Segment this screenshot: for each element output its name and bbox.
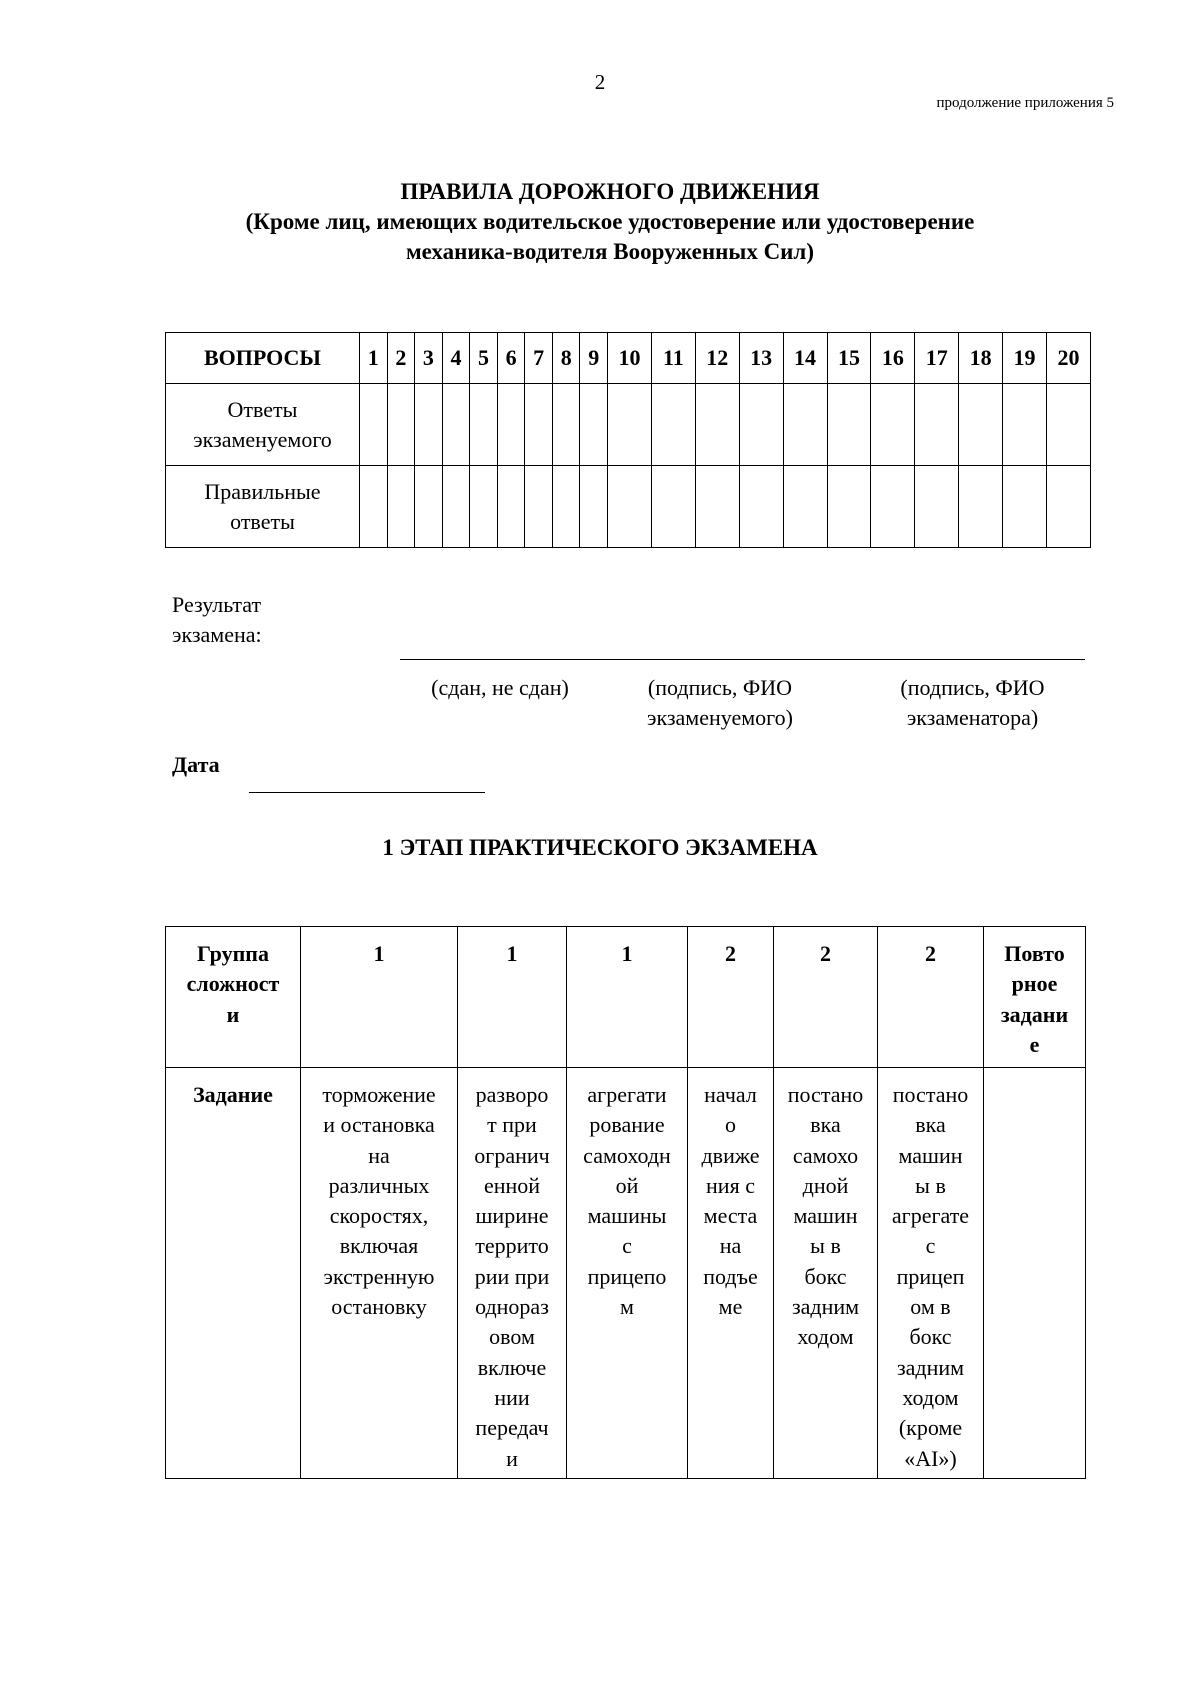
task-line: бокс xyxy=(909,1324,952,1350)
date-label: Дата xyxy=(172,752,220,777)
caption-line: (сдан, не сдан) xyxy=(431,675,569,700)
appendix-note: продолжение приложения 5 xyxy=(936,95,1114,111)
task-line: вка xyxy=(810,1112,841,1138)
repeat-task-cell[interactable] xyxy=(984,1068,1086,1479)
answer-cell[interactable] xyxy=(739,466,783,548)
caption-line: экзаменатора) xyxy=(906,705,1039,730)
group-cell: 1 xyxy=(301,927,458,1068)
group-cell: 2 xyxy=(774,927,878,1068)
task-line: ширине xyxy=(475,1203,549,1229)
task-line: самохо xyxy=(792,1142,859,1168)
group-cell: 1 xyxy=(567,927,688,1068)
label-line: е xyxy=(1029,1031,1040,1057)
group-row xyxy=(166,927,1086,1068)
task-line: с xyxy=(622,1233,632,1259)
task-line: агрегати xyxy=(587,1082,667,1107)
question-number: 12 xyxy=(695,333,739,384)
question-number: 10 xyxy=(608,333,652,384)
answer-cell[interactable] xyxy=(497,466,525,548)
question-number: 13 xyxy=(739,333,783,384)
answer-cell[interactable] xyxy=(827,384,871,466)
caption-line: экзаменуемого) xyxy=(647,705,793,730)
question-number: 9 xyxy=(580,333,608,384)
answer-cell[interactable] xyxy=(497,384,525,466)
label-line: сложност xyxy=(186,971,280,997)
task-line: ходом xyxy=(797,1324,854,1350)
task-line: самоходн xyxy=(583,1142,671,1168)
page-number: 2 xyxy=(594,70,606,94)
task-line: вка xyxy=(915,1112,946,1138)
result-label-line: Результат xyxy=(172,592,262,617)
task-line: ом в xyxy=(910,1294,951,1320)
task-line: экстренную xyxy=(323,1263,435,1289)
questions-table xyxy=(165,332,1091,548)
task-line: подъе xyxy=(703,1263,758,1289)
group-cell: 2 xyxy=(878,927,984,1068)
row-label-line: Правильные xyxy=(204,478,321,504)
answer-cell[interactable] xyxy=(387,384,415,466)
answer-cell[interactable] xyxy=(525,466,553,548)
answer-cell[interactable] xyxy=(915,466,959,548)
examinee-answers-label xyxy=(166,384,360,466)
task-line: ы в xyxy=(810,1233,841,1259)
exam-table xyxy=(165,926,1086,1479)
task-line: рование xyxy=(589,1112,665,1138)
task-line: однораз xyxy=(475,1294,549,1320)
task-line: машин xyxy=(793,1203,858,1229)
answer-cell[interactable] xyxy=(651,384,695,466)
task-line: м xyxy=(620,1294,634,1320)
question-number: 8 xyxy=(552,333,580,384)
label-line: и xyxy=(226,1001,240,1027)
answer-cell[interactable] xyxy=(959,466,1003,548)
task-cell xyxy=(458,1068,567,1479)
result-signature-line[interactable] xyxy=(400,659,1085,660)
question-number: 1 xyxy=(359,333,387,384)
label-line: рное xyxy=(1011,971,1058,997)
task-line: (кроме xyxy=(898,1415,963,1441)
task-line: енной xyxy=(483,1172,541,1198)
title-line-3: механика-водителя Вооруженных Сил) xyxy=(405,239,814,264)
task-line: машин xyxy=(898,1142,963,1168)
answer-cell[interactable] xyxy=(470,384,498,466)
answer-cell[interactable] xyxy=(552,466,580,548)
answer-cell[interactable] xyxy=(415,384,443,466)
task-line: «AI») xyxy=(904,1445,957,1471)
question-number: 14 xyxy=(783,333,827,384)
task-line: торможение xyxy=(322,1082,436,1107)
result-label xyxy=(172,590,262,650)
question-number: 7 xyxy=(525,333,553,384)
task-cell xyxy=(688,1068,774,1479)
task-line: задним xyxy=(896,1354,965,1380)
question-number: 16 xyxy=(871,333,915,384)
question-number: 6 xyxy=(497,333,525,384)
answer-cell[interactable] xyxy=(783,466,827,548)
task-line: постано xyxy=(892,1082,969,1107)
answer-cell[interactable] xyxy=(871,466,915,548)
question-number: 3 xyxy=(415,333,443,384)
task-line: т при xyxy=(487,1112,537,1138)
question-number: 17 xyxy=(915,333,959,384)
task-line: и остановка xyxy=(323,1112,435,1138)
task-line: ме xyxy=(718,1294,743,1320)
label-line: задани xyxy=(1000,1001,1069,1027)
task-line: задним xyxy=(791,1294,860,1320)
result-label-line: экзамена: xyxy=(172,622,262,647)
answer-cell[interactable] xyxy=(739,384,783,466)
answer-cell[interactable] xyxy=(580,384,608,466)
questions-header-row xyxy=(166,333,1091,384)
answer-cell[interactable] xyxy=(442,466,470,548)
caption-line: (подпись, ФИО xyxy=(647,675,793,700)
answer-cell[interactable] xyxy=(359,466,387,548)
task-line: прицеп xyxy=(896,1263,965,1289)
task-line: различных xyxy=(328,1172,430,1198)
task-line: остановку xyxy=(331,1294,427,1320)
group-label xyxy=(166,927,301,1068)
caption-examiner xyxy=(860,673,1085,733)
questions-header-label: ВОПРОСЫ xyxy=(166,333,360,384)
task-line: машины xyxy=(587,1203,667,1229)
answer-cell[interactable] xyxy=(959,384,1003,466)
answer-cell[interactable] xyxy=(1003,466,1047,548)
answer-cell[interactable] xyxy=(783,384,827,466)
answer-cell[interactable] xyxy=(651,466,695,548)
examinee-answers-row xyxy=(166,384,1091,466)
answer-cell[interactable] xyxy=(1046,384,1090,466)
row-label-line: экзаменуемого xyxy=(193,426,332,452)
caption-examinee xyxy=(610,673,830,733)
date-input-line[interactable] xyxy=(249,792,485,793)
task-line: прицепо xyxy=(587,1263,667,1289)
task-line: ы в xyxy=(915,1172,946,1198)
answer-cell[interactable] xyxy=(552,384,580,466)
task-line: постано xyxy=(787,1082,864,1107)
task-line: начал xyxy=(704,1082,757,1107)
task-line: о xyxy=(725,1112,736,1138)
answer-cell[interactable] xyxy=(525,384,553,466)
task-line: движе xyxy=(701,1142,760,1168)
task-row xyxy=(166,1068,1086,1479)
document-title xyxy=(150,177,1070,267)
answer-cell[interactable] xyxy=(871,384,915,466)
group-cell: 2 xyxy=(688,927,774,1068)
question-number: 18 xyxy=(959,333,1003,384)
group-cell: 1 xyxy=(458,927,567,1068)
question-number: 2 xyxy=(387,333,415,384)
task-line: места xyxy=(703,1203,758,1229)
task-line: бокс xyxy=(804,1263,847,1289)
label-line: Группа xyxy=(197,941,269,966)
task-line: рии при xyxy=(474,1263,550,1289)
correct-answers-label xyxy=(166,466,360,548)
task-line: дной xyxy=(802,1172,849,1198)
task-line: на xyxy=(368,1142,390,1168)
answer-cell[interactable] xyxy=(470,466,498,548)
task-line: овом xyxy=(489,1324,535,1350)
answer-cell[interactable] xyxy=(359,384,387,466)
answer-cell[interactable] xyxy=(695,384,739,466)
question-number: 4 xyxy=(442,333,470,384)
answer-cell[interactable] xyxy=(1003,384,1047,466)
answer-cell[interactable] xyxy=(1046,466,1090,548)
question-number: 11 xyxy=(651,333,695,384)
task-cell xyxy=(878,1068,984,1479)
task-line: нии xyxy=(494,1384,530,1410)
caption-line: (подпись, ФИО xyxy=(900,675,1045,700)
answer-cell[interactable] xyxy=(695,466,739,548)
row-label-line: ответы xyxy=(230,508,295,534)
answer-cell[interactable] xyxy=(915,384,959,466)
task-line: и xyxy=(506,1445,518,1471)
task-line: с xyxy=(925,1233,936,1259)
task-line: включе xyxy=(477,1354,547,1380)
task-cell xyxy=(567,1068,688,1479)
repeat-task-label xyxy=(984,927,1086,1068)
task-line: огранич xyxy=(474,1142,550,1168)
task-line: разворо xyxy=(475,1082,549,1107)
answer-cell[interactable] xyxy=(827,466,871,548)
answer-cell[interactable] xyxy=(580,466,608,548)
question-number: 5 xyxy=(470,333,498,384)
task-cell xyxy=(774,1068,878,1479)
question-number: 20 xyxy=(1046,333,1090,384)
question-number: 15 xyxy=(827,333,871,384)
question-number: 19 xyxy=(1003,333,1047,384)
task-line: передач xyxy=(475,1415,549,1441)
stage-title: 1 ЭТАП ПРАКТИЧЕСКОГО ЭКЗАМЕНА xyxy=(382,835,818,860)
task-line: включая xyxy=(339,1233,419,1259)
task-line: ния с xyxy=(706,1172,755,1198)
task-line: на xyxy=(719,1233,742,1259)
label-line: Повто xyxy=(1004,941,1065,966)
task-line: агрегате xyxy=(891,1203,970,1229)
answer-cell[interactable] xyxy=(442,384,470,466)
row-label-line: Ответы xyxy=(227,396,298,422)
task-cell xyxy=(301,1068,458,1479)
answer-cell[interactable] xyxy=(608,384,652,466)
task-line: скоростях, xyxy=(329,1203,429,1229)
title-line-1: ПРАВИЛА ДОРОЖНОГО ДВИЖЕНИЯ xyxy=(400,179,820,204)
task-line: ой xyxy=(615,1172,639,1198)
task-line: террито xyxy=(475,1233,549,1259)
answer-cell[interactable] xyxy=(387,466,415,548)
correct-answers-row xyxy=(166,466,1091,548)
title-line-2: (Кроме лиц, имеющих водительское удостоверение или удостоверение xyxy=(245,209,975,234)
answer-cell[interactable] xyxy=(608,466,652,548)
caption-status xyxy=(400,673,600,703)
task-line: ходом xyxy=(902,1384,959,1410)
answer-cell[interactable] xyxy=(415,466,443,548)
task-label: Задание xyxy=(166,1068,301,1479)
